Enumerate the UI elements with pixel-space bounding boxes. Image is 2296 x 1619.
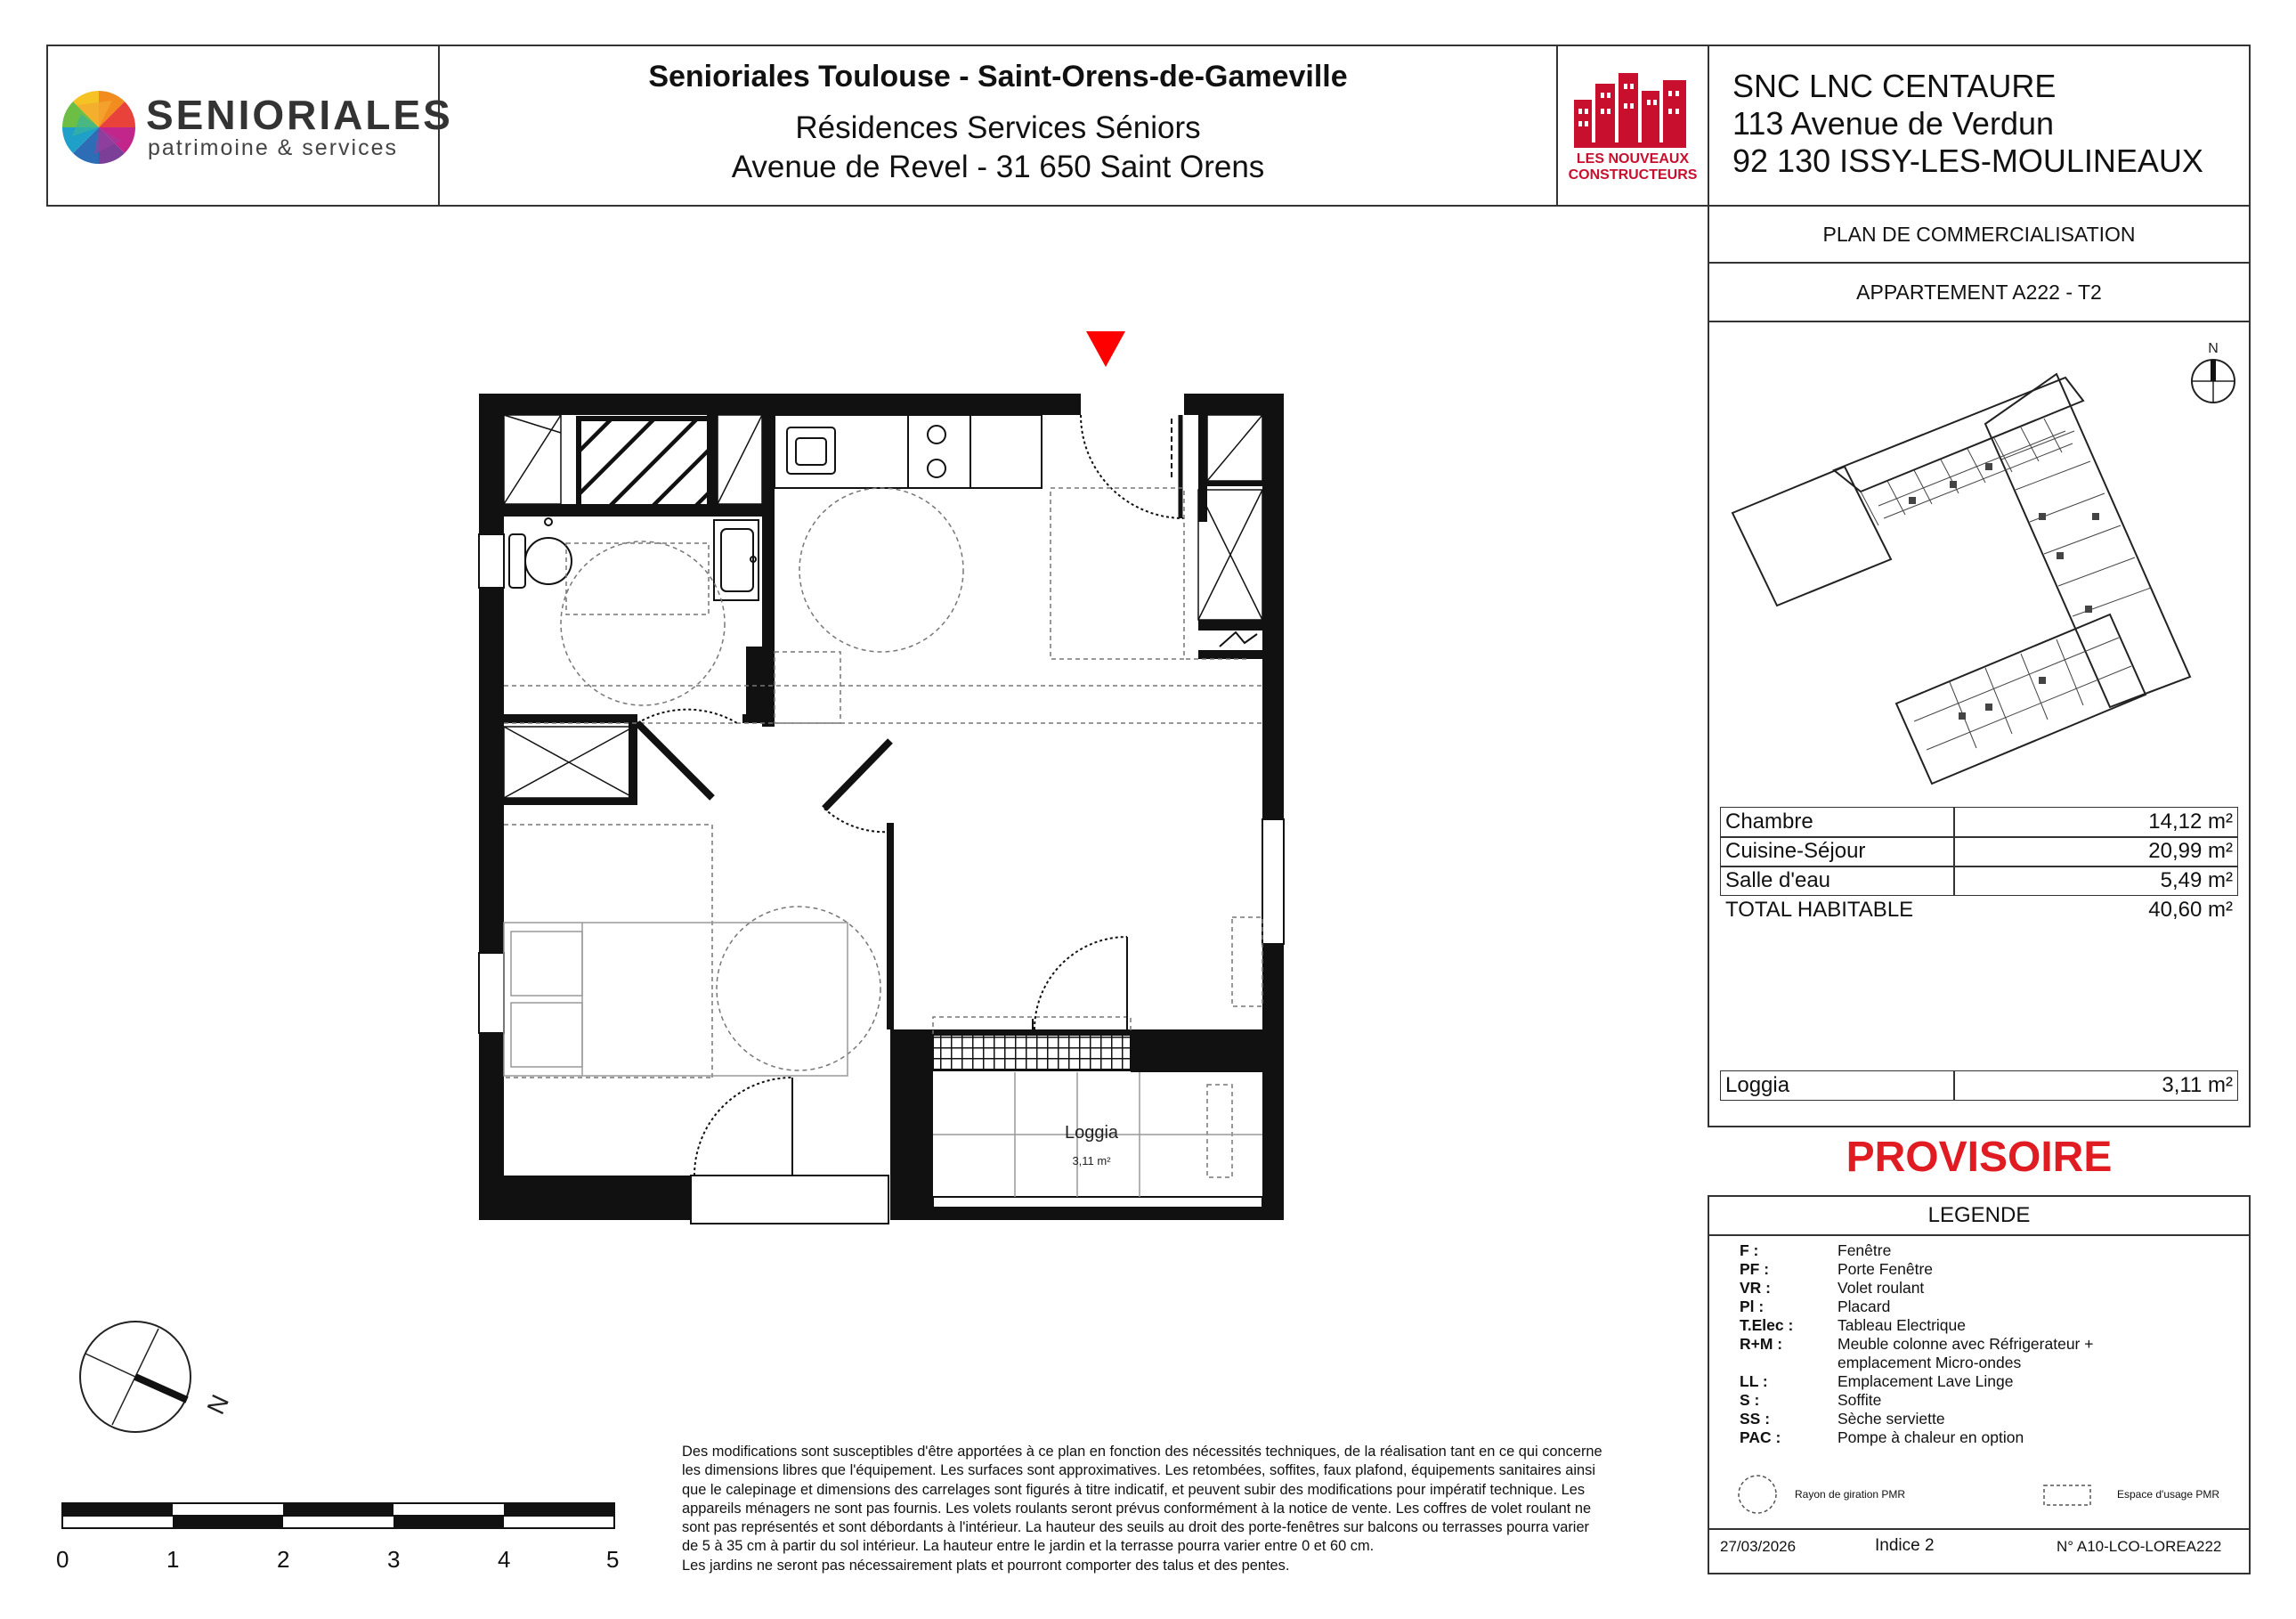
company-line-2: 113 Avenue de Verdun	[1732, 105, 2055, 142]
surface-name: Chambre	[1725, 809, 1813, 834]
hob-burner-icon	[928, 426, 945, 443]
legend-desc: Sèche serviette	[1838, 1410, 1945, 1428]
legend-key: Pl :	[1740, 1298, 1765, 1315]
loggia-room-area: 3,11 m²	[1072, 1154, 1111, 1167]
legend-desc: Placard	[1838, 1298, 1891, 1315]
partner-logo-text-1: LES NOUVEAUX	[1576, 151, 1690, 167]
footer-date: 27/03/2026	[1720, 1538, 1797, 1555]
washbasin-icon	[714, 520, 759, 600]
loggia-room-label: Loggia	[1064, 1123, 1119, 1143]
toilet-icon	[509, 518, 572, 588]
surface-value: 14,12 m²	[2148, 809, 2233, 834]
disclaimer-line: Les jardins ne seront pas nécessairement plats et pourront comporter des talus et des pentes.	[682, 1557, 1290, 1574]
disclaimer	[682, 1443, 1715, 1575]
surface-value: 20,99 m²	[2148, 838, 2233, 863]
legend-desc: Porte Fenêtre	[1838, 1260, 1933, 1278]
disclaimer-line: Des modifications sont susceptibles d'être apportées à ce plan en fonction des nécessités techniques, de la réalisation tant en ce qui concerne	[682, 1444, 1602, 1460]
surface-name: Cuisine-Séjour	[1725, 838, 1866, 863]
scale-tick-4: 4	[498, 1546, 511, 1573]
north-label-small: N	[2208, 341, 2219, 356]
legend-key: SS :	[1740, 1410, 1771, 1428]
disclaimer-line: de 5 à 35 cm à partir du sol intérieur. La hauteur entre le jardin et la terrasse pourra varier entre 0 et 60 cm.	[682, 1538, 1375, 1555]
legend-key: VR :	[1740, 1279, 1771, 1297]
disclaimer-line: que le calepinage et dimensions des carrelages sont figurés à titre indicatif, et peuvent subir des modifications pour impératif technique. Les	[682, 1481, 1586, 1498]
disclaimer-line: appareils ménagers ne sont pas fournis. Les volets roulants seront prévus conformément à la notice de vente. Les coffres de volet roulant ne	[682, 1500, 1592, 1517]
kitchen-counter	[775, 415, 1042, 488]
apartment-label: APPARTEMENT A222 - T2	[1856, 280, 2102, 304]
north-label-large: N	[201, 1390, 235, 1419]
brand-tagline: patrimoine & services	[148, 135, 398, 160]
entry-arrow-icon	[1086, 331, 1125, 367]
footer-index: Indice 2	[1875, 1536, 1935, 1555]
exterior-walls	[479, 394, 1284, 1220]
scale-tick-2: 2	[277, 1546, 290, 1573]
loggia-value: 3,11 m²	[2162, 1072, 2233, 1097]
radiator-grille	[933, 1035, 1131, 1070]
legend-desc: Emplacement Lave Linge	[1838, 1372, 2014, 1390]
disclaimer-line: les dimensions libres que l'équipement. Les surfaces sont approximatives. Les retombées, soffites, faux plafond, équipements sanitaires ainsi	[682, 1462, 1595, 1479]
legend-desc: Meuble colonne avec Réfrigerateur + emplacement Micro-ondes	[1838, 1335, 2094, 1371]
legend-desc: Pompe à chaleur en option	[1838, 1428, 2024, 1446]
project-subtitle: Résidences Services Séniors	[795, 110, 1201, 145]
legend-desc: Volet roulant	[1838, 1279, 1925, 1297]
legend-key: PAC :	[1740, 1428, 1781, 1446]
partner-logo-text-2: CONSTRUCTEURS	[1568, 167, 1698, 183]
company-line-3: 92 130 ISSY-LES-MOULINEAUX	[1732, 142, 2203, 179]
legend-key: T.Elec :	[1740, 1316, 1794, 1334]
scale-tick-5: 5	[606, 1546, 620, 1573]
legend-desc: Tableau Electrique	[1838, 1316, 1966, 1334]
footer-reference: N° A10-LCO-LOREA222	[2057, 1538, 2222, 1555]
surface-name: Salle d'eau	[1725, 867, 1831, 892]
north-compass-large	[80, 1322, 234, 1432]
brand-name: SENIORIALES	[146, 92, 453, 138]
legend-title: LEGENDE	[1927, 1203, 2031, 1227]
shower-tray	[579, 419, 712, 511]
status-stamp: PROVISOIRE	[1846, 1133, 2113, 1181]
disclaimer-line: sont pas représentés et sont débordants à l'intérieur. La hauteur des seuils au droit des porte-fenêtres sur balcons ou terrasses pourra varier	[682, 1519, 1590, 1536]
project-address: Avenue de Revel - 31 650 Saint Orens	[731, 149, 1265, 184]
legend-key: PF :	[1740, 1260, 1770, 1278]
legend-desc: Fenêtre	[1838, 1241, 1892, 1259]
legend-key: F :	[1740, 1241, 1759, 1259]
company-line-1: SNC LNC CENTAURE	[1732, 68, 2057, 104]
entry-door	[1081, 415, 1184, 518]
scale-tick-1: 1	[166, 1546, 180, 1573]
scale-tick-0: 0	[56, 1546, 69, 1573]
scale-bar	[62, 1503, 614, 1528]
total-value: 40,60 m²	[2148, 897, 2233, 922]
bed-icon	[504, 923, 848, 1076]
interior-doors	[637, 710, 1127, 1176]
loggia-name: Loggia	[1725, 1072, 1790, 1097]
legend-desc: Soffite	[1838, 1391, 1882, 1409]
legend-key: LL :	[1740, 1372, 1768, 1390]
scale-tick-3: 3	[387, 1546, 401, 1573]
windows	[479, 534, 1284, 1224]
sink-icon	[787, 427, 835, 474]
electrical-panel-icon	[1220, 632, 1257, 647]
plan-type-label: PLAN DE COMMERCIALISATION	[1822, 222, 2136, 246]
surface-value: 5,49 m²	[2160, 867, 2233, 892]
total-name: TOTAL HABITABLE	[1725, 897, 1914, 922]
legend-key: R+M :	[1740, 1335, 1783, 1353]
pmr-space-label: Espace d'usage PMR	[2117, 1488, 2220, 1501]
legend-key: S :	[1740, 1391, 1760, 1409]
pmr-circle-label: Rayon de giration PMR	[1795, 1488, 1906, 1501]
project-title: Senioriales Toulouse - Saint-Orens-de-Gameville	[648, 59, 1348, 94]
